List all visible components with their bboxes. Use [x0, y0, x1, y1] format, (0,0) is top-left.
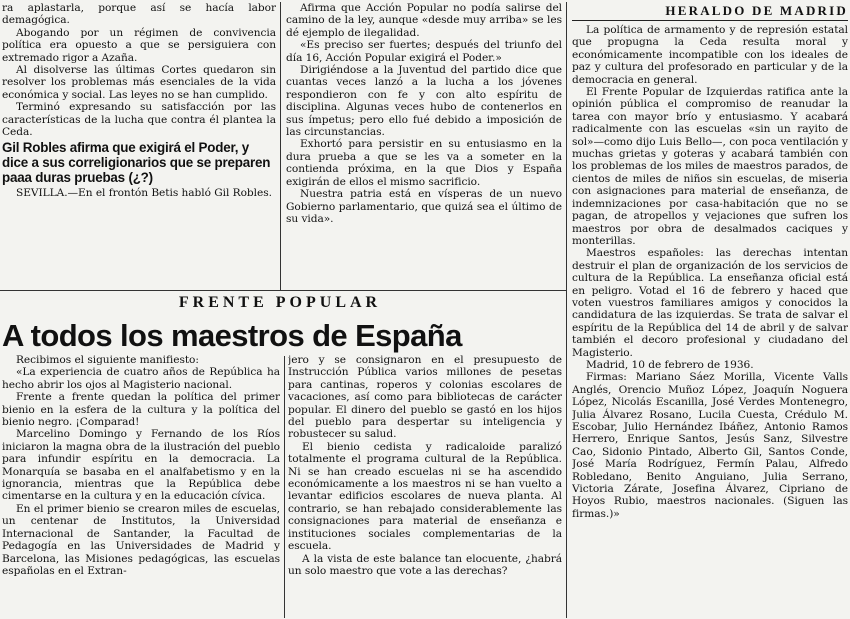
- column-rule-right: [566, 2, 567, 618]
- section-title: FRENTE POPULAR: [178, 294, 382, 311]
- article-paragraph: Dirigiéndose a la Juventud del partido dice que cuantas veces lanzó a la lucha a los jóvenes respondieron con fe y con alto espíritu de disciplina. Algunas veces hubo de contenerlos en sus ímpetus; pero ello fué debido a imposición de las circunstancias.: [286, 64, 562, 139]
- manifesto-signatures: Firmas: Mariano Sáez Morilla, Vicente Valls Anglés, Orencio Muñoz López, Joaquín Noguera López, Nicolás Escanilla, José Verdes Montenegro, Julia Álvarez Rosano, Lucila Cuesta, Crédulo M. Escobar, Julio Hernández Ibáñez, Antonio Ramos Herrero, Enrique Santos, Jesús Sanz, Silvestre Cao, Sidonio Pintado, Alberto Gil, Santos Conde, José María Rodríguez, Fermín Palau, Alfredo Robledano, Benito Anguiano, Julia Serrano, Victoria Zárate, Josefina Álvarez, Cipriano de Hoyos Rubio, maestros nacionales. (Siguen las firmas.)»: [572, 371, 848, 520]
- article-paragraph: «La experiencia de cuatro años de República ha hecho abrir los ojos al Magisterio nacional.: [2, 366, 280, 391]
- article-paragraph: Recibimos el siguiente manifiesto:: [16, 354, 199, 366]
- manifesto-date: Madrid, 10 de febrero de 1936.: [586, 358, 754, 371]
- column-rule-bottom: [284, 356, 285, 618]
- article-paragraph: Exhortó para persistir en su entusiasmo en la dura prueba a que se les va a someter en la contienda próxima, en la que Dios y España exigirán de ellos el mismo sacrificio.: [286, 138, 562, 188]
- column-3: [572, 24, 848, 619]
- section-rule: [0, 290, 566, 291]
- article-paragraph: Abogando por un régimen de convivencia política era opuesto a que se persiguiera con extremado rigor a Azaña.: [2, 26, 276, 64]
- article-paragraph: A la vista de este balance tan elocuente, ¿habrá un solo maestro que vote a las derechas?: [288, 552, 562, 577]
- article-paragraph: El Frente Popular de Izquierdas ratifica ante la opinión pública el compromiso de reanudar la tarea con mayor brío y entusiasmo. Y acabará radicalmente con las escuelas «sin un rayito de sol»—como dijo Luis Bello—, con poca ventilación y muchas grietas y goteras y acabará también con los problemas de los miles de maestros parados, de cientos de miles de niños sin escuelas, de miseria con asignaciones para material de enseñanza, de indemnizaciones por casa-habitación que no se pagan, de atropellos y vejaciones que sufren los maestros por obra de desalmados caciques y monterillas.: [572, 86, 848, 247]
- article-headline: A todos los maestros de España: [2, 318, 462, 353]
- masthead-rule: [572, 20, 848, 21]
- column-rule-top: [280, 2, 281, 290]
- gil-robles-headline: Gil Robles afirma que exigirá el Poder, y dice a sus correligionarios que se preparen paaa duras pruebas (¿?): [2, 140, 271, 186]
- column-1-top: [2, 2, 276, 290]
- column-2-top: [286, 2, 562, 290]
- article-paragraph: «Es preciso ser fuertes; después del triunfo del día 16, Acción Popular exigirá el Poder.»: [286, 39, 562, 64]
- article-paragraph: Marcelino Domingo y Fernando de los Ríos iniciaron la magna obra de la ilustración del pueblo para infundir espíritu en la democracia. La Monarquía se basaba en el analfabetismo y en la ignorancia, mientras que la República debe cimentarse en la cultura y en la educación cívica.: [2, 428, 280, 503]
- column-1-bottom: [2, 354, 280, 619]
- article-paragraph: La política de armamento y de represión estatal que propugna la Ceda resulta moral y económicamente incompatible con los ideales de paz y cultura del profesorado en particular y de la democracia en general.: [572, 24, 848, 86]
- article-paragraph: Al disolverse las últimas Cortes quedaron sin resolver los problemas más esenciales de la vida económica y social. Las leyes no se han cumplido.: [2, 64, 276, 101]
- article-paragraph: En el primer bienio se crearon miles de escuelas, un centenar de Institutos, la Universidad Internacional de Santander, la Facultad de Pedagogía en las Universidades de Madrid y Barcelona, las Misiones pedagógicas, las escuelas españolas en el Extran-: [2, 502, 280, 577]
- gil-robles-dateline: SEVILLA.—En el frontón Betis habló Gil Robles.: [16, 187, 272, 200]
- newspaper-masthead: HERALDO DE MADRID: [665, 3, 848, 18]
- article-paragraph: Nuestra patria está en vísperas de un nuevo Gobierno parlamentario, que quizá sea el último de su vida».: [286, 188, 562, 225]
- article-paragraph: Maestros españoles: las derechas intentan destruir el plan de organización de los servicios de cultura de la República. La enseñanza oficial está en peligro. Votad el 16 de febrero y haced que voten vuestros familiares amigos y conocidos la candidatura de las izquierdas. Se trata de salvar el espíritu de la República del 14 de abril y de salvar también el decoro profesional y ciudadano del Magisterio.: [572, 247, 848, 359]
- article-paragraph: Afirma que Acción Popular no podía salirse del camino de la ley, aunque «desde muy arriba» se les dé ejemplo de ilegalidad.: [286, 2, 562, 39]
- article-paragraph: Frente a frente quedan la política del primer bienio en la esfera de la cultura y la política del bienio negro. ¡Comparad!: [2, 391, 280, 429]
- article-paragraph: jero y se consignaron en el presupuesto de Instrucción Pública varios millones de pesetas para cantinas, roperos y colonias escolares de vacaciones, así como para bibliotecas de carácter popular. El dinero del pueblo se gastó en los hijos del pueblo para despertar su inteligencia y robustecer su salud.: [288, 354, 562, 441]
- column-2-bottom: [288, 354, 562, 619]
- article-paragraph: El bienio cedista y radicaloide paralizó totalmente el programa cultural de la República. Ni se han creado escuelas ni se ha ascendido económicamente a los maestros ni se han vuelto a levantar edificios escolares de nueva planta. Al contrario, se han rebajado considerablemente las consignaciones para material de enseñanza e instituciones sociales complementarias de la escuela.: [288, 440, 562, 553]
- article-paragraph: Terminó expresando su satisfacción por las características de la lucha que contra él plantea la Ceda.: [2, 101, 276, 139]
- article-paragraph: ra aplastarla, porque así se hacía labor demagógica.: [2, 2, 276, 27]
